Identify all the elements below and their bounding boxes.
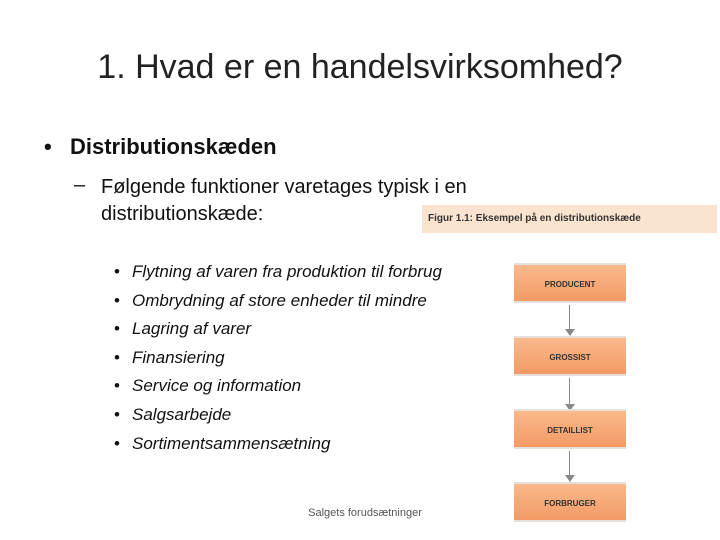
bullet-dot: • [114, 290, 120, 310]
slide-footer: Salgets forudsætninger [308, 507, 422, 519]
arrow-line [569, 305, 570, 331]
chain-box-forbruger: FORBRUGER [514, 482, 626, 522]
bullet-dot: • [114, 433, 120, 453]
list-item-text: Salgsarbejde [132, 404, 232, 424]
chain-box-detaillist: DETAILLIST [514, 409, 626, 449]
bullet-dot: • [114, 319, 120, 339]
arrow-line [569, 378, 570, 406]
list-item-text: Sortimentsammensætning [132, 433, 331, 453]
list-item-text: Lagring af varer [132, 319, 252, 339]
figure-caption: Figur 1.1: Eksempel på en distributionskæde [422, 205, 717, 233]
bullet-dot: • [114, 262, 120, 281]
arrow-line [569, 451, 570, 477]
arrow-down-icon [565, 475, 575, 482]
bullet-dot: • [114, 404, 120, 424]
bullet-dot: • [114, 347, 120, 367]
bullet-level1-text: Distributionskæden [70, 134, 277, 159]
list-item-text: Finansiering [132, 347, 225, 367]
list-item-text: Ombrydning af store enheder til mindre [132, 290, 427, 310]
list-item-text: Flytning af varen fra produktion til forbrug [132, 262, 442, 281]
arrow-down-icon [565, 329, 575, 336]
chain-box-grossist: GROSSIST [514, 336, 626, 376]
list-item-text: Service og information [132, 376, 302, 396]
slide-title: 1. Hvad er en handelsvirksomhed? [97, 48, 623, 86]
bullet-dash: – [74, 174, 86, 196]
chain-box-producent: PRODUCENT [514, 263, 626, 303]
bullet-dot: • [114, 376, 120, 396]
bullet-dot: • [44, 134, 52, 159]
bullet-level2-text: Følgende funktioner varetages typisk i en distributionskæde: [101, 176, 467, 225]
